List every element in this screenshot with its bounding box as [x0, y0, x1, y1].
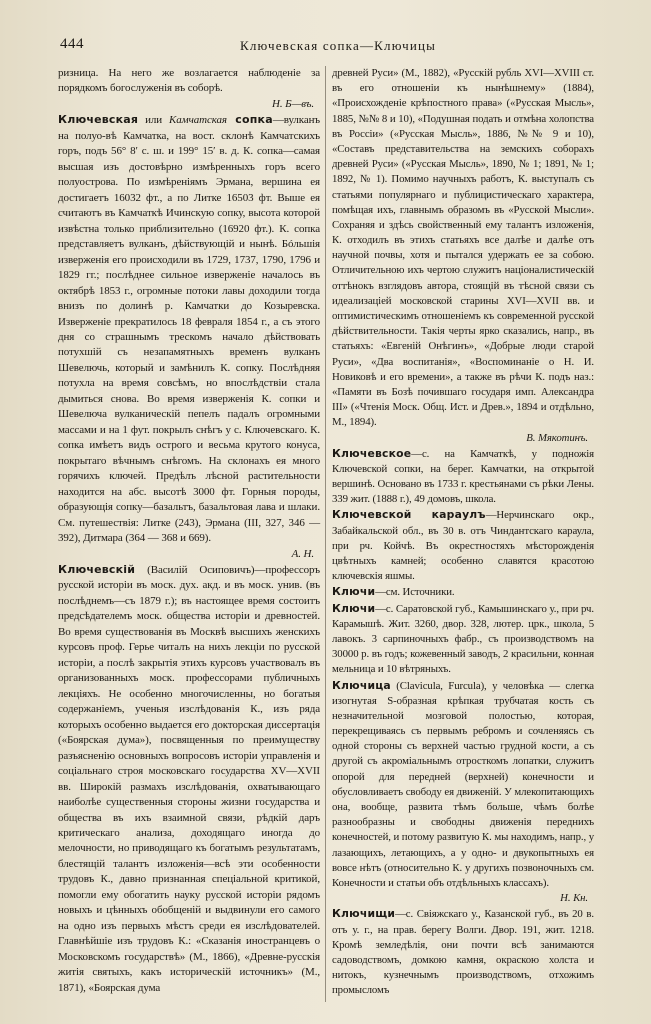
article-body: —вулканъ на полуо-вѣ Камчатка, на вост. склонѣ Камчатскихъ горъ, подъ 56° 8′ с. ш. и 199° 15′ в. д. К. сопка—самая высшая изъ достовѣрно измѣренныхъ горъ всего полуострова. По измѣреніямъ Эрмана, вершина ея достигаетъ 16032 фт., а по Литке 16503 фт. Выше ея считаютъ въ Камчаткѣ Ичинскую сопку, высота которой извѣстна только приблизительно (16920 фт.). К. сопка представляетъ вулканъ, дѣйствующій и нынѣ. Бóльшія изверженія его происходили въ 1729, 1737, 1790, 1796 и 1829 гг.; послѣднее сильное изверженіе началось въ октябрѣ 1853 г., огромные потоки лавы доходили тогда внизъ по долинѣ р. Камчатки до Козыревска. Изверженіе прекратилось 18 февраля 1854 г., а съ этого дня со страшнымъ трескомъ начало дѣйствовать потухшій съ незапамятныхъ временъ вулканъ Шевелючь, который и замѣнилъ К. сопку. Послѣдняя потухла на время совсѣмъ, но впослѣдствіи стала дымиться снова. Во время изверженія К. сопки и Шевелюча вулканическій пепелъ падалъ огромными массами и на 1 фут. покрылъ снѣгъ у с. Ключевскаго. К. сопка имѣетъ видъ острого и весьма крутого конуса, покрытаго вѣчнымъ снѣгомъ. На склонахъ ея много горячихъ ключей. Предѣлъ лѣсной растительности находится на абс. высотѣ 3000 фт. Горныя породы, образующія сопку—базальтъ, базальтовая лава и шлаки. См. путешествія: Литке (243), Эрмана (III, 327, 346 — 392), Дитмара (364 — 368 и 669).	[58, 114, 320, 545]
article-klyuchevskaya-sopka	[58, 112, 320, 546]
article-klyuchevskoy-karaul	[332, 507, 594, 584]
column-divider	[325, 66, 326, 1002]
left-column	[58, 66, 320, 996]
author-signature: Н. Б—въ.	[271, 97, 314, 110]
headword-alternate: Камчатская	[169, 114, 227, 127]
article-klyuchitsa	[332, 678, 594, 892]
article-headword: Ключевской караулъ	[332, 508, 486, 522]
author-signature: А. Н.	[291, 547, 314, 560]
article-headword-suffix: сопка	[226, 113, 273, 127]
article-headword: Ключица	[332, 678, 391, 692]
right-column	[332, 66, 594, 998]
article-klyuchi-saratov	[332, 601, 594, 678]
article-headword: Ключищи	[332, 907, 396, 921]
article-body: —см. Источники.	[375, 586, 455, 599]
article-body: —с. Саратовской губ., Камышинскаго у., при рч. Карамышѣ. Жит. 3260, двор. 328, лютер. црк., школа, 5 лавокъ. 3 сарпиночныхъ фабр., съ производствомъ на 30000 р. въ годъ; кожевенный заводъ, 2 красильни, конная мельница и 10 вѣтряныхъ.	[332, 602, 594, 676]
article-body: —с. Свіяжскаго у., Казанской губ., въ 20 в. отъ у. г., на прав. берегу Волги. Двор. 191, жит. 1218. Кромѣ земледѣлія, они почти всѣ занимаются садоводствомъ, домкою камня, окраскою холста и нитокъ, кузнечнымъ производствомъ, отхожимъ промысломъ	[332, 908, 594, 997]
article-klyuchevsky-continued: древней Руси» (М., 1882), «Русскій рубль XVI—XVIII ст. въ его отношеніи къ нынѣшнему» (1884), «Происхожденіе крѣпостного права» («Русская Мысль», 1885, №№ 8 и 10), «Подушная подать и отмѣна холопства въ Россіи» («Русская Мысль», 1886, №№ 9 и 10), «Составъ представительства на земскихъ соборахъ древней Руси» («Русская Мысль», 1890, № 1; 1891, № 1; 1892, № 1). Помимо научныхъ работъ, К. выступалъ съ статьями популярнаго и публицистическаго характера, помѣщая ихъ, главнымъ образомъ въ «Русской Мысли». Сохраняя и здѣсь свойственный ему талантъ изложенія, К. отходилъ въ этихъ статьяхъ все далѣе и далѣе отъ научной почвы, хотя и пытался удержать ее за собою. Отличительною ихъ чертою служитъ націоналистическій оттѣнокъ взглядовъ автора, стоящій въ тѣсной связи съ идеализаціей московской старины XVI—XVII вв. и оптимистическимъ отношеніемъ къ современной русской дѣйствительности. Такія черты ярко сказались, напр., въ статьяхъ: «Евгеній Онѣгинъ», «Добрые люди старой Руси», «Два воспитанія», «Воспоминаніе о Н. И. Новиковѣ и его времени», а также въ рѣчи К. подъ наз.: «Памяти въ Бозѣ почившаго государя имп. Александра III» («Чтенія Моск. Общ. Ист. и Древ.», 1894 и отдѣльно, М., 1894).	[332, 67, 594, 429]
article-body: (Василій Осиповичъ)—профессоръ русской исторіи въ моск. дух. акд. и въ моск. унив. (въ послѣднемъ—съ 1879 г.); въ настоящее время состоитъ предсѣдателемъ моск. общества исторіи и древностей. Во время существованія въ Москвѣ высшихъ женскихъ курсовъ проф. Герье читалъ на нихъ лекціи по русской исторіи, а послѣ закрытія этихъ курсовъ участвовалъ въ организованныхъ моск. профессорами публичныхъ лекціяхъ. Не особенно многочисленны, но богатыя содержаніемъ, ученыя изслѣдованія К., изъ ряда которыхъ особенно выдается его докторская диссертація («Боярская дума»), посвященныя по преимуществу разъясненію основныхъ вопросовъ исторіи управленія и соціальнаго строя московскаго государства XV—XVII вв. Широкій размахъ изслѣдованія, охватывающаго наиболѣе существенныя стороны жизни государства и общества въ ихъ взаимной связи, рѣдкій даръ критическаго анализа, доходящаго иногда до мелочности, но приводящаго къ богатымъ результатамъ, блестящій талантъ изложенія—всѣ эти особенности трудовъ К., давно признанная спеціальной критикой, помогли ему обогатить науку русской исторіи рядомъ новыхъ и цѣнныхъ обобщеній и выдвинули его самого на одно изъ первыхъ мѣстъ среди ея изслѣдователей. Главнѣйшіе изъ трудовъ К.: «Сказанія иностранцевъ о Московскомъ государствѣ» (М., 1866), «Древне-русскія житія святыхъ, какъ историческій источникъ» (М., 1871), «Боярская дума	[58, 564, 320, 994]
article-klyuchishchi	[332, 906, 594, 998]
article-headword: Ключи	[332, 585, 376, 599]
page-number: 444	[60, 36, 84, 52]
article-headword: Ключевскій	[58, 563, 136, 576]
headword-connector: или	[138, 114, 170, 127]
running-head: Ключевская сопка—Ключицы	[240, 38, 437, 53]
article-headword: Ключи	[332, 601, 376, 615]
article-headword: Ключевское	[332, 446, 412, 460]
author-signature: Н. Кн.	[560, 892, 588, 905]
page-header	[60, 36, 620, 58]
continued-text: ризница. На него же возлагается наблюденіе за порядкомъ богослуженія въ соборѣ.	[58, 67, 320, 95]
article-klyuchi-ref	[332, 584, 594, 600]
article-body: (Clavicula, Furcula), у человѣка — слегка изогнутая S-образная крѣпкая трубчатая кость съ незначительной мозговой полостью, которая, перекрещиваясь съ первымъ ребромъ и сочленяясь съ одной стороны съ верхней частью грудной кости, а съ другой съ акроміальнымъ отросткомъ лопатки, служитъ опорой для передней (верхней) конечности и обусловливаетъ свободу ея движеній. У млекопитающихъ она, вообще, развита тѣмъ больше, чѣмъ болѣе разнообразны и свободны движенія переднихъ конечностей, и потому развитую К. мы находимъ, напр., у лазающихъ, летающихъ, а у одно- и двукопытныхъ ея вовсе нѣтъ (относительно К. у другихъ позвоночныхъ см. Конечности и статьи объ отдѣльныхъ классахъ).	[332, 679, 594, 889]
article-body: —Нерчинскаго окр., Забайкальской обл., въ 30 в. отъ Чиндантскаго караула, при рч. Койчѣ. Въ окрестностяхъ мѣсторожденія цвѣтныхъ камней; особенно славятся красотою ключевскія яшмы.	[332, 509, 594, 583]
article-klyuchevskoe	[332, 446, 594, 508]
author-signature: В. Мякотинъ.	[526, 431, 588, 444]
article-headword: Ключевская	[58, 113, 139, 127]
article-klyuchevsky	[58, 562, 320, 996]
article-body: —с. на Камчаткѣ, у подножія Ключевской сопки, на берег. Камчатки, на открытой вершинѣ. Основано въ 1733 г. крестьянами съ рѣки Лены. 339 жит. (1888 г.), 49 домовъ, школа.	[332, 447, 594, 506]
